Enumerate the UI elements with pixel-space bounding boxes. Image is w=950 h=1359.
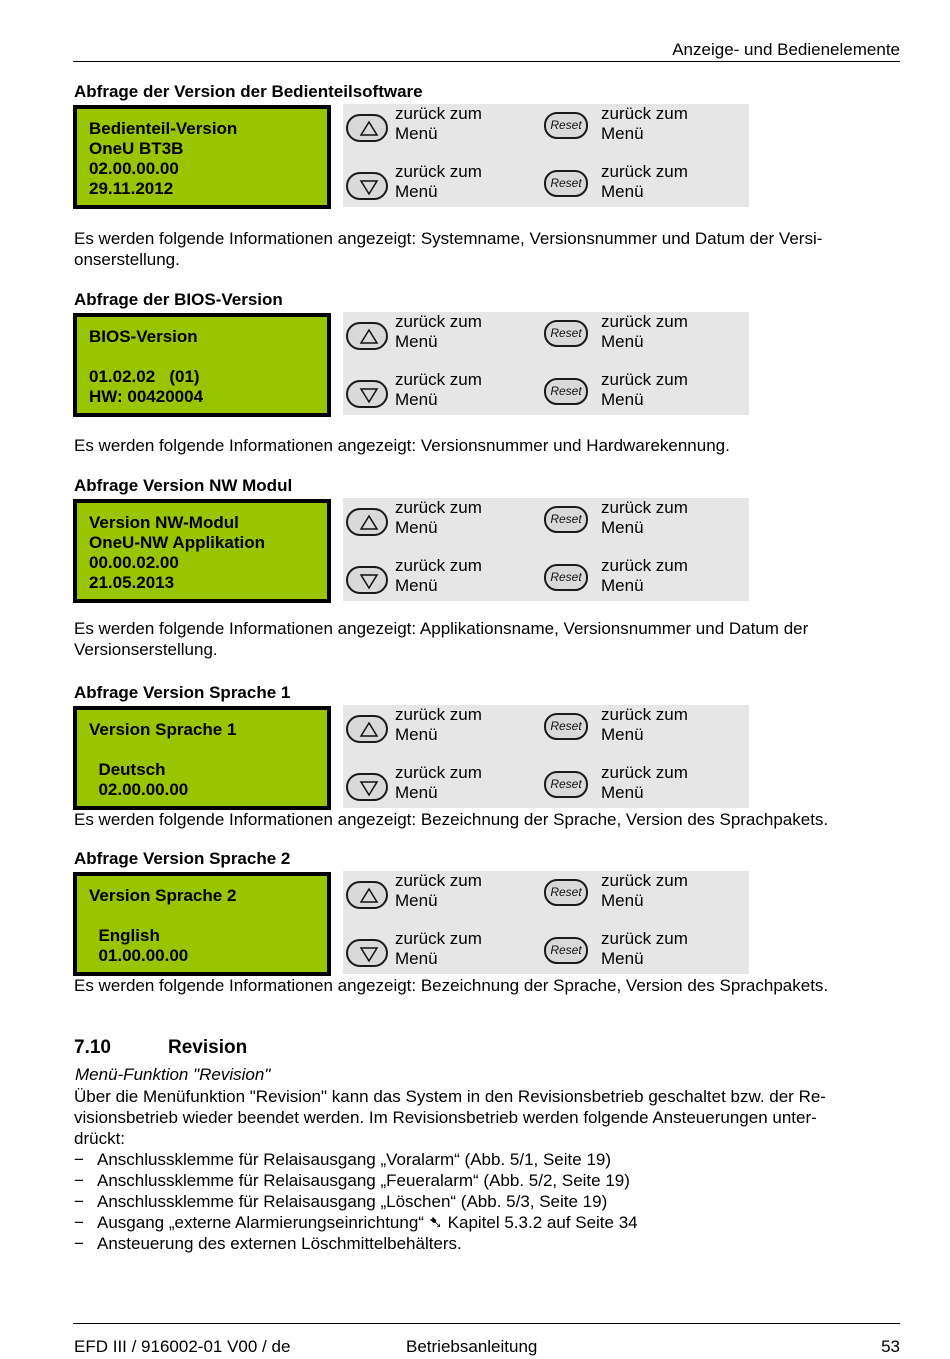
up-arrow-button[interactable] [346,322,388,350]
list-dash: − [74,1234,84,1253]
back-to-menu-label: zurück zum Menü [601,705,688,744]
lcd-line: OneU BT3B [89,139,184,158]
reset-button[interactable]: Reset [544,506,588,533]
back-to-menu-label: zurück zum Menü [601,556,688,595]
lcd-display [73,105,331,209]
lcd-line: 00.00.02.00 [89,553,179,572]
list-item-text: Ausgang „externe Alarmierungseinrichtung“ ➷ Kapitel 5.3.2 auf Seite 34 [97,1213,638,1232]
lcd-display [73,499,331,603]
back-to-menu-label: zurück zum Menü [601,763,688,802]
up-arrow-button[interactable] [346,881,388,909]
up-arrow-button[interactable] [346,114,388,142]
footer-page-number: 53 [881,1337,900,1356]
down-arrow-button[interactable] [346,380,388,408]
button-panel [343,104,749,207]
back-to-menu-label: zurück zum Menü [601,929,688,968]
button-panel [343,498,749,601]
footer-doc-id: EFD III / 916002-01 V00 / de [74,1337,291,1356]
back-to-menu-label: zurück zum Menü [601,370,688,409]
section-description: Es werden folgende Informationen angezeigt: Systemname, Versionsnummer und Datum der Versi- onserstellung. [74,229,823,269]
reset-button[interactable]: Reset [544,937,588,964]
lcd-display [73,706,331,810]
lcd-line: 21.05.2013 [89,573,175,592]
section-heading: Revision [168,1037,248,1058]
down-arrow-button[interactable] [346,939,388,967]
button-panel [343,312,749,415]
lcd-line: 02.00.00.00 [89,159,179,178]
page-header-title: Anzeige- und Bedienelemente [672,40,900,59]
subheading: Menü-Funktion "Revision" [75,1065,271,1084]
lcd-line: 01.00.00.00 [89,946,189,965]
back-to-menu-label: zurück zum Menü [395,871,482,910]
section-description: Es werden folgende Informationen angezeigt: Applikationsname, Versionsnummer und Datum der Versionserstellung. [74,619,809,659]
lcd-line: Version Sprache 1 [89,720,237,739]
down-arrow-button[interactable] [346,773,388,801]
section-description: Es werden folgende Informationen angezeigt: Bezeichnung der Sprache, Version des Sprachpakets. [74,810,829,829]
lcd-line: 29.11.2012 [89,179,174,198]
lcd-line: HW: 00420004 [89,387,204,406]
back-to-menu-label: zurück zum Menü [395,104,482,143]
back-to-menu-label: zurück zum Menü [395,556,482,595]
lcd-display [73,313,331,417]
reset-button[interactable]: Reset [544,378,588,405]
up-arrow-button[interactable] [346,715,388,743]
footer-rule [73,1323,900,1324]
section-title: Abfrage Version NW Modul [74,476,293,495]
button-panel [343,871,749,974]
list-dash: − [74,1213,84,1232]
reset-button[interactable]: Reset [544,170,588,197]
back-to-menu-label: zurück zum Menü [395,312,482,351]
back-to-menu-label: zurück zum Menü [601,312,688,351]
button-panel [343,705,749,808]
back-to-menu-label: zurück zum Menü [395,162,482,201]
lcd-line: Version NW-Modul [89,513,239,532]
back-to-menu-label: zurück zum Menü [395,370,482,409]
back-to-menu-label: zurück zum Menü [601,162,688,201]
lcd-line: 02.00.00.00 [89,780,189,799]
lcd-line: BIOS-Version [89,327,198,346]
lcd-display [73,872,331,976]
lcd-line: Bedienteil-Version [89,119,238,138]
back-to-menu-label: zurück zum Menü [395,705,482,744]
lcd-line: OneU-NW Applikation [89,533,265,552]
list-item-text: Ansteuerung des externen Löschmittelbehälters. [97,1234,462,1253]
reset-button[interactable]: Reset [544,112,588,139]
back-to-menu-label: zurück zum Menü [395,929,482,968]
reset-button[interactable]: Reset [544,771,588,798]
list-item-text: Anschlussklemme für Relaisausgang „Löschen“ (Abb. 5/3, Seite 19) [97,1192,608,1211]
lcd-line: Deutsch [89,760,166,779]
back-to-menu-label: zurück zum Menü [601,871,688,910]
back-to-menu-label: zurück zum Menü [601,104,688,143]
down-arrow-button[interactable] [346,566,388,594]
lcd-line: Version Sprache 2 [89,886,237,905]
list-item-text: Anschlussklemme für Relaisausgang „Voralarm“ (Abb. 5/1, Seite 19) [97,1150,612,1169]
list-item-text: Anschlussklemme für Relaisausgang „Feueralarm“ (Abb. 5/2, Seite 19) [97,1171,630,1190]
reset-button[interactable]: Reset [544,713,588,740]
section-title: Abfrage der Version der Bedienteilsoftware [74,82,423,101]
reset-button[interactable]: Reset [544,564,588,591]
section-description: Es werden folgende Informationen angezeigt: Bezeichnung der Sprache, Version des Sprachpakets. [74,976,829,995]
section-description: Es werden folgende Informationen angezeigt: Versionsnummer und Hardwarekennung. [74,436,730,455]
lcd-line: English [89,926,160,945]
section-title: Abfrage Version Sprache 2 [74,849,291,868]
reset-button[interactable]: Reset [544,879,588,906]
list-dash: − [74,1171,84,1190]
reset-button[interactable]: Reset [544,320,588,347]
list-dash: − [74,1192,84,1211]
down-arrow-button[interactable] [346,172,388,200]
up-arrow-button[interactable] [346,508,388,536]
back-to-menu-label: zurück zum Menü [395,498,482,537]
section-title: Abfrage der BIOS-Version [74,290,283,309]
list-dash: − [74,1150,84,1169]
revision-body: Über die Menüfunktion "Revision" kann das System in den Revisionsbetrieb geschaltet bzw. der Re- visionsbetrieb wieder beendet werden. Im Revisionsbetrieb werden folgende Ansteuerungen unter- drückt: [74,1087,826,1148]
back-to-menu-label: zurück zum Menü [601,498,688,537]
footer-doc-type: Betriebsanleitung [406,1337,538,1356]
header-rule [73,61,900,62]
section-title: Abfrage Version Sprache 1 [74,683,291,702]
back-to-menu-label: zurück zum Menü [395,763,482,802]
section-number: 7.10 [74,1037,111,1058]
lcd-line: 01.02.02 (01) [89,367,200,386]
